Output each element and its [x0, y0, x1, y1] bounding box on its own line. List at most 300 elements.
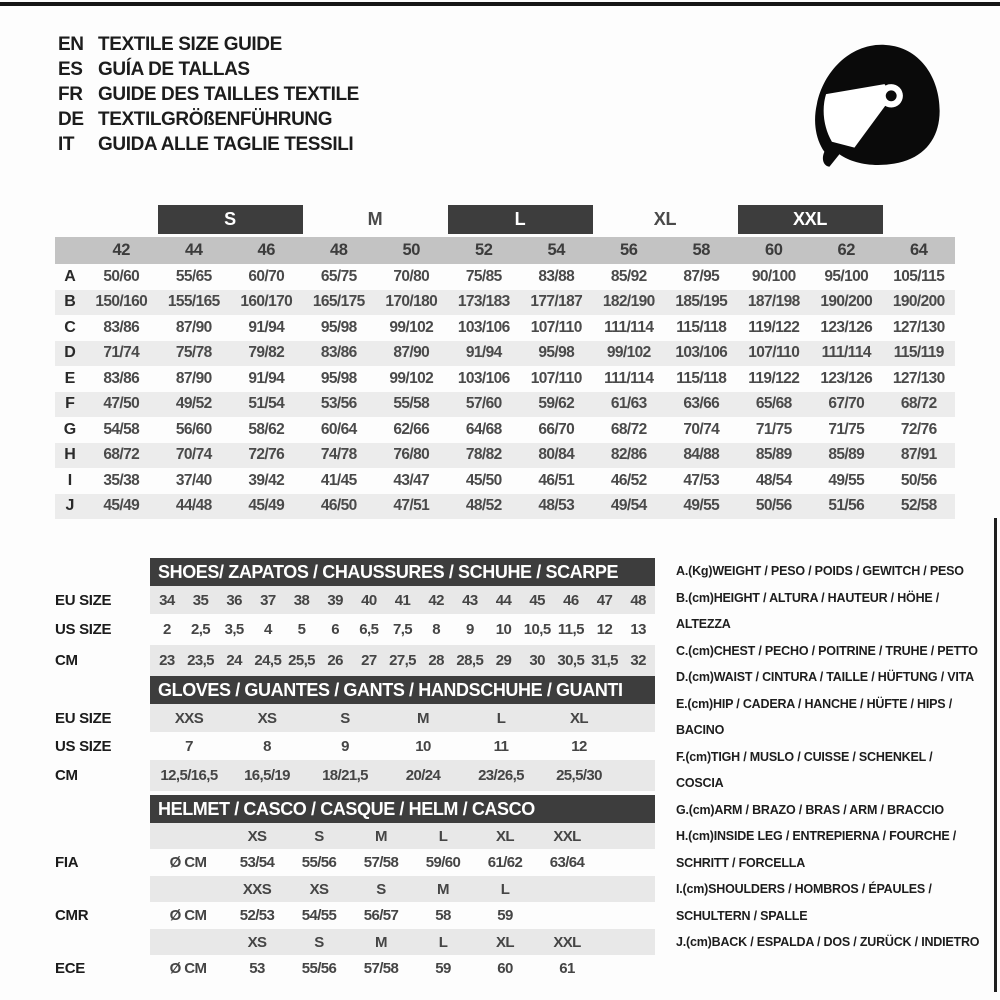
measure-cell: 71/75 — [828, 420, 865, 438]
measure-cell: 49/55 — [683, 497, 720, 515]
measure-cell: 48/52 — [465, 497, 502, 515]
title-spacer — [55, 558, 150, 586]
measure-row-label: C — [64, 318, 76, 336]
measure-cell: 85/89 — [828, 446, 865, 464]
measure-cell: 160/170 — [240, 293, 293, 311]
value-cell: 7 — [185, 737, 193, 755]
helmet-value-cell: 55/56 — [301, 854, 337, 871]
sizes-band — [150, 876, 655, 902]
table-title: SHOES/ ZAPATOS / CHAUSSURES / SCHUHE / SCARPE — [150, 558, 655, 586]
standard-label: FIA — [55, 854, 79, 871]
measure-cell: 87/95 — [683, 267, 720, 285]
measure-cell: 55/65 — [175, 267, 212, 285]
measure-cell: 103/106 — [457, 318, 510, 336]
value-cell: 37 — [260, 591, 276, 609]
measure-cell: 58/62 — [248, 420, 285, 438]
value-cell: 23 — [159, 652, 175, 669]
helmet-size-cell: S — [314, 827, 324, 845]
helmet-value-cell: 52/53 — [239, 907, 275, 924]
value-cell: 12 — [571, 737, 587, 755]
measure-cell: 87/90 — [393, 344, 430, 362]
helmet-size-cell: XL — [496, 827, 514, 845]
band-row — [55, 732, 655, 760]
measure-cell: 44/48 — [175, 497, 212, 515]
size-number: 50 — [402, 241, 421, 259]
measure-cell: 45/49 — [248, 497, 285, 515]
measure-cell: 70/74 — [175, 446, 212, 464]
helmet-icon-svg — [806, 30, 948, 180]
measure-cell: 119/122 — [748, 318, 800, 336]
legend-unit: (cm) — [688, 590, 714, 605]
helmet-value-row — [55, 955, 655, 982]
measure-cell: 52/58 — [900, 497, 937, 515]
sizes-spacer — [55, 823, 150, 849]
helmet-size-cell: XXS — [242, 880, 272, 898]
measure-cell: 123/126 — [820, 318, 873, 336]
legend-text: HEIGHT / ALTURA / HAUTEUR / HÖHE / ALTEZZA — [676, 590, 940, 631]
standard-label: CMR — [55, 907, 89, 924]
measure-cell: 105/115 — [893, 267, 945, 285]
legend-text: CHEST / PECHO / POITRINE / TRUHE / PETTO — [713, 643, 978, 658]
helmet-size-cell: M — [375, 827, 387, 845]
measure-row-label: F — [65, 395, 75, 413]
measure-cell: 111/114 — [604, 318, 654, 336]
size-number: 56 — [619, 241, 638, 259]
value-cell: 42 — [428, 591, 444, 609]
value-cell: 25,5 — [288, 652, 315, 669]
measure-cell: 47/51 — [393, 497, 430, 515]
helmet-value-cell: 60 — [497, 960, 513, 977]
legend-key: J. — [676, 935, 687, 949]
value-cell: 36 — [226, 591, 242, 609]
measure-cell: 46/51 — [538, 471, 575, 489]
legend-unit: (cm) — [686, 935, 712, 949]
measure-row-label: A — [64, 267, 76, 285]
value-cell: 45 — [529, 591, 545, 609]
measure-row — [55, 468, 955, 494]
value-band — [150, 645, 655, 676]
textile-size-table — [55, 205, 955, 519]
measure-cell: 43/47 — [393, 471, 430, 489]
helmet-value-cell: 61/62 — [487, 854, 523, 871]
language-title-list — [58, 32, 359, 157]
measure-cell: 85/92 — [610, 267, 647, 285]
value-cell: 28,5 — [456, 652, 484, 669]
value-cell: 24,5 — [254, 652, 282, 669]
measure-cell: 61/63 — [610, 395, 647, 413]
measure-row — [55, 494, 955, 520]
size-number: 42 — [112, 241, 131, 259]
legend-unit: (cm) — [687, 696, 714, 711]
value-cell: 29 — [495, 652, 512, 669]
measure-cell: 55/58 — [393, 395, 430, 413]
size-group-m: M — [367, 209, 383, 229]
measure-cell: 84/88 — [683, 446, 720, 464]
language-row — [58, 57, 359, 82]
value-cell: 18/21,5 — [322, 767, 368, 784]
value-cell: 43 — [462, 591, 478, 609]
value-cell: 41 — [394, 591, 411, 609]
measure-cell: 91/94 — [465, 344, 502, 362]
measure-cell: 107/110 — [530, 369, 582, 387]
legend-item — [676, 638, 980, 665]
measure-cell: 76/80 — [393, 446, 430, 464]
measure-cell: 49/54 — [610, 497, 647, 515]
measure-cell: 127/130 — [892, 318, 945, 336]
band-row-label: EU SIZE — [55, 591, 112, 609]
sizes-band — [150, 823, 655, 849]
value-band — [150, 614, 655, 645]
language-row — [58, 32, 359, 57]
measure-cell: 165/175 — [312, 293, 365, 311]
measure-cell: 45/49 — [103, 497, 140, 515]
top-border-line — [0, 2, 1000, 6]
value-cell: 3,5 — [224, 621, 244, 638]
helmet-value-cell: 53/54 — [239, 854, 275, 871]
measure-cell: 59/62 — [538, 395, 575, 413]
measure-cell: 51/54 — [248, 395, 285, 413]
value-cell: 40 — [361, 591, 377, 609]
helmet-size-cell: M — [375, 933, 387, 951]
value-cell: XL — [570, 709, 588, 727]
measure-cell: 150/160 — [95, 293, 148, 311]
value-cell: 8 — [263, 737, 271, 755]
value-cell: 2,5 — [190, 621, 211, 638]
value-cell: 12,5/16,5 — [160, 767, 218, 784]
measure-row-label: D — [64, 344, 76, 362]
measure-cell: 127/130 — [892, 369, 945, 387]
measure-cell: 99/102 — [389, 369, 434, 387]
table-title: GLOVES / GUANTES / GANTS / HANDSCHUHE / GUANTI — [150, 676, 655, 704]
helmet-sizes-row — [55, 823, 655, 849]
measure-row — [55, 264, 955, 290]
measure-cell: 87/91 — [900, 446, 937, 464]
value-band — [150, 732, 655, 760]
value-cell: 35 — [192, 591, 209, 609]
language-code: FR — [58, 84, 83, 105]
diameter-unit: Ø CM — [169, 854, 207, 871]
size-group-xl: XL — [653, 209, 677, 229]
values-band — [150, 902, 655, 929]
value-cell: 11 — [493, 737, 509, 755]
size-number: 48 — [329, 241, 348, 259]
legend-text: BACK / ESPALDA / DOS / ZURÜCK / INDIETRO — [711, 935, 980, 949]
measure-cell: 87/90 — [175, 369, 212, 387]
size-number: 58 — [692, 241, 711, 259]
legend-key: A. — [676, 564, 689, 578]
value-cell: 27 — [361, 652, 377, 669]
measurement-legend — [676, 558, 980, 956]
value-cell: 10 — [415, 737, 431, 755]
helmet-size-cell: L — [438, 827, 448, 845]
shoes-size-table — [55, 558, 655, 676]
language-code: EN — [58, 34, 84, 55]
helmet-size-cell: XXL — [553, 933, 581, 951]
value-cell: 6 — [331, 621, 340, 638]
value-cell: 20/24 — [405, 767, 441, 784]
value-cell: 46 — [563, 591, 579, 609]
measure-cell: 115/118 — [676, 318, 727, 336]
helmet-value-cell: 55/56 — [301, 960, 337, 977]
value-cell: 30,5 — [557, 652, 585, 669]
legend-item — [676, 876, 980, 929]
language-row — [58, 132, 359, 157]
size-number-row — [55, 237, 955, 264]
measure-cell: 78/82 — [465, 446, 502, 464]
legend-text: ARM / BRAZO / BRAS / ARM / BRACCIO — [714, 802, 944, 817]
measure-cell: 111/114 — [604, 369, 654, 387]
size-number: 62 — [837, 241, 856, 259]
measure-row — [55, 392, 955, 418]
helmet-value-cell: 58 — [435, 907, 451, 924]
legend-unit: (cm) — [688, 643, 714, 658]
size-number: 44 — [184, 241, 203, 259]
measure-cell: 46/52 — [610, 471, 647, 489]
band-row-label: US SIZE — [55, 737, 112, 755]
measure-row-label: I — [67, 471, 73, 489]
legend-text: WEIGHT / PESO / POIDS / GEWITCH / PESO — [712, 564, 964, 578]
value-cell: 10 — [495, 621, 512, 638]
helmet-sizes-row — [55, 876, 655, 902]
measure-cell: 82/86 — [610, 446, 647, 464]
legend-item — [676, 585, 980, 638]
measure-cell: 190/200 — [820, 293, 873, 311]
band-row-label: CM — [55, 652, 78, 669]
measure-row — [55, 290, 955, 316]
measure-cell: 71/75 — [755, 420, 792, 438]
measure-cell: 75/78 — [175, 344, 212, 362]
measure-cell: 107/110 — [748, 344, 800, 362]
measure-cell: 65/75 — [320, 267, 357, 285]
measure-cell: 111/114 — [821, 344, 871, 362]
value-cell: XS — [257, 709, 277, 727]
helmet-size-cell: XS — [309, 880, 329, 898]
measure-row — [55, 315, 955, 341]
band-row — [55, 586, 655, 614]
measure-cell: 83/88 — [538, 267, 575, 285]
values-band — [150, 849, 655, 876]
table-title: HELMET / CASCO / CASQUE / HELM / CASCO — [150, 795, 655, 823]
measure-cell: 45/50 — [465, 471, 502, 489]
measure-cell: 187/198 — [747, 293, 800, 311]
legend-item — [676, 558, 980, 585]
measure-cell: 70/74 — [683, 420, 720, 438]
band-row-label: EU SIZE — [55, 709, 112, 727]
measure-row-label: H — [64, 446, 76, 464]
helmet-sizes-row — [55, 929, 655, 955]
helmet-size-cell: M — [437, 880, 449, 898]
legend-key: D. — [676, 670, 689, 684]
helmet-value-cell: 53 — [249, 960, 265, 977]
standard-label: ECE — [55, 960, 85, 977]
helmet-size-cell: XXL — [553, 827, 581, 845]
measure-cell: 83/86 — [103, 318, 140, 336]
band-row-label: CM — [55, 767, 78, 784]
measure-cell: 115/118 — [676, 369, 727, 387]
right-edge-line — [994, 518, 997, 992]
measure-cell: 99/102 — [606, 344, 651, 362]
value-cell: 2 — [162, 621, 171, 638]
size-number: 60 — [764, 241, 783, 259]
value-cell: 6,5 — [359, 621, 379, 638]
size-group-s: S — [158, 205, 303, 234]
band-row-label: US SIZE — [55, 621, 112, 638]
measure-cell: 37/40 — [175, 471, 212, 489]
legend-text: WAIST / CINTURA / TAILLE / HÜFTUNG / VITA — [713, 670, 975, 684]
legend-item — [676, 797, 980, 824]
measure-cell: 51/56 — [828, 497, 865, 515]
measure-cell: 170/180 — [385, 293, 438, 311]
measure-row — [55, 417, 955, 443]
legend-key: E. — [676, 696, 688, 711]
measure-row-label: E — [64, 369, 76, 387]
measure-cell: 50/60 — [103, 267, 140, 285]
helmet-value-cell: 59 — [497, 907, 513, 924]
measure-cell: 63/66 — [683, 395, 720, 413]
measure-cell: 80/84 — [538, 446, 575, 464]
measure-cell: 54/58 — [103, 420, 140, 438]
value-band — [150, 586, 655, 614]
size-group-row — [55, 205, 955, 237]
legend-text: HIP / CADERA / HANCHE / HÜFTE / HIPS / BACINO — [676, 696, 952, 737]
measure-cell: 107/110 — [530, 318, 582, 336]
measure-cell: 48/54 — [755, 471, 792, 489]
legend-key: H. — [676, 829, 689, 843]
legend-item — [676, 823, 980, 876]
measure-row — [55, 366, 955, 392]
measure-cell: 49/55 — [828, 471, 865, 489]
legend-key: G. — [676, 802, 689, 817]
measure-cell: 185/195 — [675, 293, 728, 311]
value-cell: 23/26,5 — [478, 767, 524, 784]
band-row — [55, 614, 655, 645]
helmet-value-row — [55, 849, 655, 876]
measure-cell: 119/122 — [748, 369, 800, 387]
value-cell: 8 — [432, 621, 441, 638]
measure-cell: 71/74 — [103, 344, 140, 362]
measure-cell: 155/165 — [167, 293, 220, 311]
measure-cell: 67/70 — [828, 395, 865, 413]
measure-cell: 103/106 — [675, 344, 728, 362]
number-row-spacer — [55, 237, 85, 264]
language-code: IT — [58, 134, 75, 155]
sizes-band — [150, 929, 655, 955]
diameter-unit: Ø CM — [169, 960, 207, 977]
measure-cell: 60/64 — [320, 420, 357, 438]
value-cell: M — [417, 709, 429, 727]
size-number: 46 — [257, 241, 276, 259]
legend-text: TIGH / MUSLO / CUISSE / SCHENKEL / COSCIA — [676, 749, 933, 790]
helmet-value-cell: 59 — [435, 960, 451, 977]
measure-cell: 182/190 — [602, 293, 655, 311]
legend-text: SHOULDERS / HOMBROS / ÉPAULES / SCHULTERN / SPALLE — [676, 882, 932, 923]
language-row — [58, 82, 359, 107]
helmet-value-cell: 54/55 — [301, 907, 337, 924]
language-row — [58, 107, 359, 132]
measure-cell: 56/60 — [175, 420, 212, 438]
helmet-size-cell: S — [314, 933, 324, 951]
legend-key: F. — [676, 749, 686, 764]
legend-item — [676, 744, 980, 797]
title-spacer — [55, 676, 150, 704]
value-cell: 11,5 — [557, 621, 584, 638]
measure-cell: 72/76 — [248, 446, 285, 464]
measure-cell: 173/183 — [457, 293, 510, 311]
value-cell: 4 — [263, 621, 272, 638]
helmet-size-cell: XS — [247, 933, 267, 951]
measure-cell: 72/76 — [900, 420, 937, 438]
value-cell: 48 — [630, 591, 646, 609]
measure-cell: 64/68 — [465, 420, 502, 438]
measure-cell: 53/56 — [320, 395, 357, 413]
measure-cell: 95/100 — [824, 267, 869, 285]
language-title: TEXTILGRÖßENFÜHRUNG — [98, 109, 333, 130]
band-row — [55, 760, 655, 791]
measure-cell: 68/72 — [610, 420, 647, 438]
measure-cell: 70/80 — [393, 267, 430, 285]
legend-unit: (cm) — [688, 829, 714, 843]
measure-cell: 62/66 — [393, 420, 430, 438]
measure-cell: 115/119 — [893, 344, 944, 362]
language-title: GUIDE DES TAILLES TEXTILE — [98, 84, 359, 105]
value-cell: 31,5 — [591, 652, 618, 669]
language-code: ES — [58, 59, 83, 80]
measure-cell: 95/98 — [538, 344, 575, 362]
helmet-value-cell: 57/58 — [363, 960, 399, 977]
measure-cell: 49/52 — [175, 395, 212, 413]
value-cell: 10,5 — [523, 621, 551, 638]
measure-cell: 83/86 — [320, 344, 357, 362]
value-cell: 32 — [630, 652, 646, 669]
language-title: TEXTILE SIZE GUIDE — [98, 34, 282, 55]
measure-cell: 66/70 — [538, 420, 575, 438]
measure-cell: 47/53 — [683, 471, 720, 489]
value-cell: 28 — [428, 652, 444, 669]
measure-cell: 68/72 — [103, 446, 140, 464]
legend-unit: (cm) — [688, 670, 714, 684]
helmet-value-cell: 63/64 — [549, 854, 585, 871]
legend-unit: (cm) — [685, 749, 711, 764]
band-title-row — [55, 676, 655, 704]
measure-cell: 91/94 — [248, 369, 285, 387]
measure-cell: 95/98 — [320, 369, 357, 387]
size-group-spacer — [55, 205, 158, 234]
value-cell: 12 — [596, 621, 613, 638]
helmet-icon — [806, 30, 948, 180]
helmet-size-cell: XS — [247, 827, 267, 845]
helmet-value-cell: 59/60 — [425, 854, 461, 871]
measure-cell: 103/106 — [457, 369, 510, 387]
value-cell: 5 — [297, 621, 306, 638]
size-number: 52 — [474, 241, 493, 259]
language-code: DE — [58, 109, 84, 130]
measure-cell: 95/98 — [320, 318, 357, 336]
measure-cell: 60/70 — [248, 267, 285, 285]
band-title-row — [55, 795, 655, 823]
measure-cell: 39/42 — [248, 471, 285, 489]
legend-item — [676, 664, 980, 691]
measure-row — [55, 443, 955, 469]
value-cell: 16,5/19 — [244, 767, 290, 784]
measure-cell: 68/72 — [900, 395, 937, 413]
value-band — [150, 704, 655, 732]
value-cell: 24 — [226, 652, 242, 669]
value-cell: L — [496, 709, 506, 727]
measure-row-label: J — [65, 497, 75, 515]
band-row — [55, 645, 655, 676]
measure-row — [55, 341, 955, 367]
size-number: 54 — [547, 241, 566, 259]
